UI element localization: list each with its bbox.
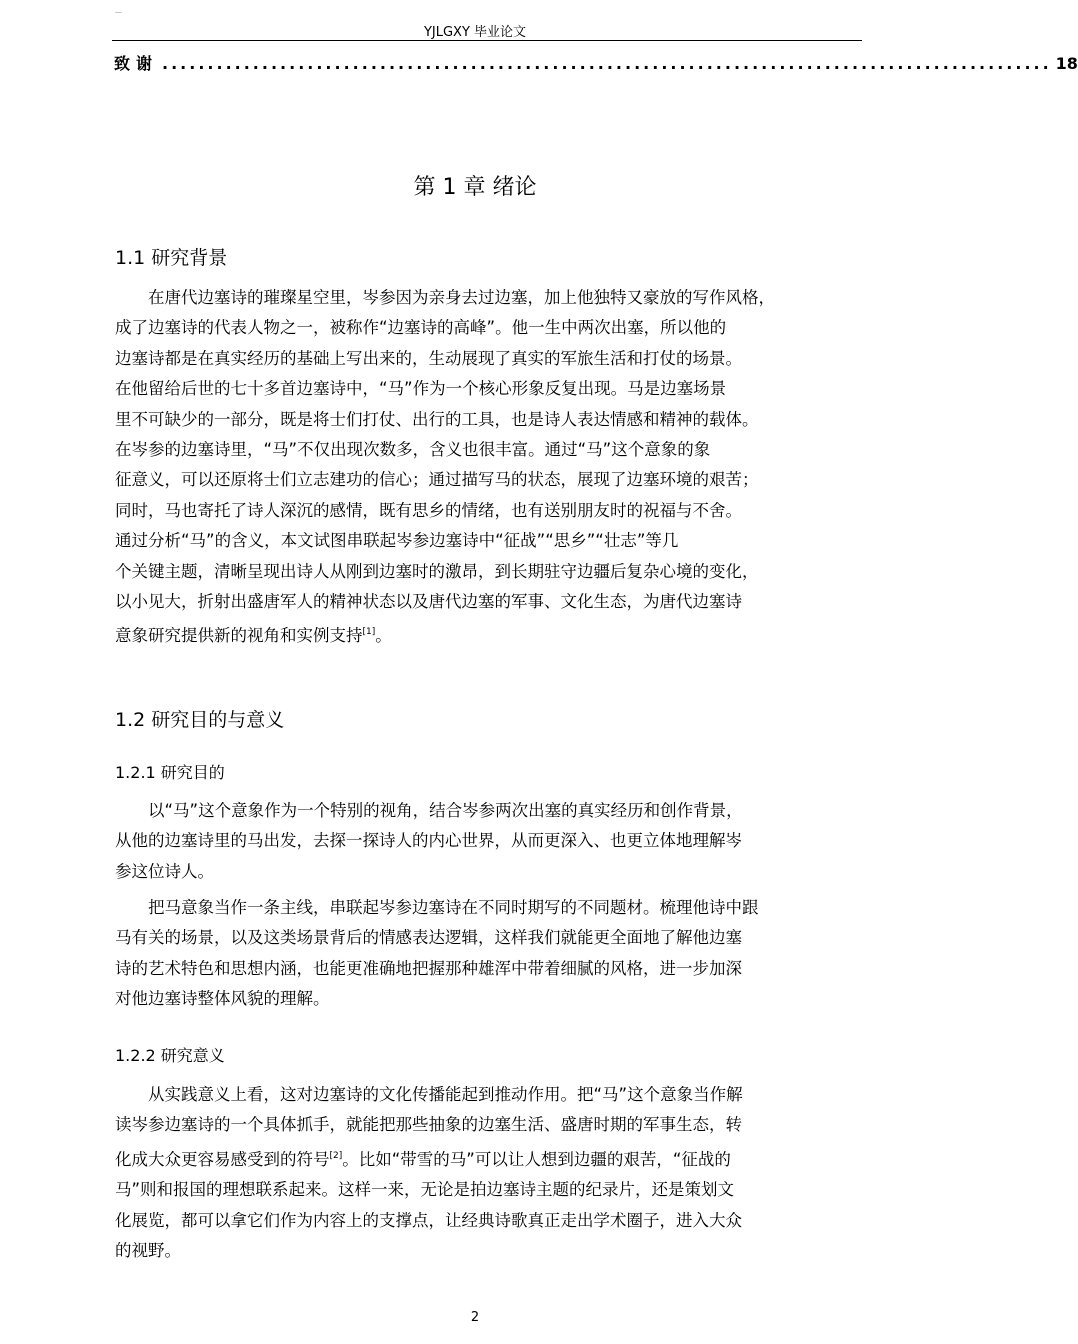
text-line: 马”则和报国的理想联系起来。这样一来，无论是拍边塞诗主题的纪录片，还是策划文 xyxy=(115,1180,735,1200)
section-heading-purpose-significance: 1.2 研究目的与意义 xyxy=(115,709,285,731)
text-line: 把马意象当作一条主线，串联起岑参边塞诗在不同时期写的不同题材。梳理他诗中跟 xyxy=(148,898,759,917)
text-line: 马有关的场景，以及这类场景背后的情感表达逻辑，这样我们就能更全面地了解他边塞 xyxy=(115,928,742,948)
toc-label: 致谢 xyxy=(114,54,159,73)
subsection-heading-significance: 1.2.2 研究意义 xyxy=(115,1046,225,1065)
paragraph-significance xyxy=(115,1080,875,1266)
header-mark: — xyxy=(115,8,122,16)
toc-page-number: 18 xyxy=(1055,54,1078,73)
citation-ref-2[interactable]: [2] xyxy=(329,1150,343,1161)
paragraph-background xyxy=(115,283,875,652)
paragraph-purpose-2 xyxy=(115,893,875,1015)
text-line xyxy=(115,617,875,651)
page-number: 2 xyxy=(470,1310,480,1325)
toc-leader: .................................................................................................. xyxy=(162,54,1052,73)
running-header: YJLGXY 毕业论文 xyxy=(423,25,527,40)
text-line: 对他边塞诗整体风貌的理解。 xyxy=(115,989,330,1009)
text-line: 读岑参边塞诗的一个具体抓手，就能把那些抽象的边塞生活、盛唐时期的军事生态，转 xyxy=(115,1115,742,1135)
text-line: 里不可缺少的一部分，既是将士们打仗、出行的工具，也是诗人表达情感和精神的载体。 xyxy=(115,409,759,429)
citation-ref-1[interactable]: [1] xyxy=(362,627,376,638)
text-segment: 。 xyxy=(375,626,392,646)
header-rule xyxy=(112,40,862,41)
text-line: 的视野。 xyxy=(115,1241,181,1261)
text-segment: 。比如“带雪的马”可以让人想到边疆的艰苦，“征战的 xyxy=(342,1149,731,1169)
chapter-title: 第 1 章 绪论 xyxy=(413,175,537,200)
text-line: 以小见大，折射出盛唐军人的精神状态以及唐代边塞的军事、文化生态，为唐代边塞诗 xyxy=(115,592,742,612)
text-line: 征意义，可以还原将士们立志建功的信心；通过描写马的状态，展现了边塞环境的艰苦； xyxy=(115,470,759,490)
subsection-heading-purpose: 1.2.1 研究目的 xyxy=(115,763,225,782)
text-line: 同时，马也寄托了诗人深沉的感情，既有思乡的情绪，也有送别朋友时的祝福与不舍。 xyxy=(115,500,742,520)
text-line: 从他的边塞诗里的马出发，去探一探诗人的内心世界，从而更深入、也更立体地理解岑 xyxy=(115,831,742,851)
text-line: 在岑参的边塞诗里，“马”不仅出现次数多，含义也很丰富。通过“马”这个意象的象 xyxy=(115,440,711,460)
text-segment: 意象研究提供新的视角和实例支持 xyxy=(115,626,363,646)
section-heading-background: 1.1 研究背景 xyxy=(115,247,228,269)
text-line: 化展览，都可以拿它们作为内容上的支撑点，让经典诗歌真正走出学术圈子，进入大众 xyxy=(115,1210,742,1230)
text-line: 成了边塞诗的代表人物之一，被称作“边塞诗的高峰”。他一生中两次出塞，所以他的 xyxy=(115,318,727,338)
text-line: 以“马”这个意象作为一个特别的视角，结合岑参两次出塞的真实经历和创作背景， xyxy=(148,801,743,820)
text-line: 通过分析“马”的含义，本文试图串联起岑参边塞诗中“征战”“思乡”“壮志”等几 xyxy=(115,531,679,551)
text-segment: 化成大众更容易感受到的符号 xyxy=(115,1149,330,1169)
text-line xyxy=(115,1141,875,1175)
text-line: 边塞诗都是在真实经历的基础上写出来的，生动展现了真实的军旅生活和打仗的场景。 xyxy=(115,348,742,368)
text-line: 在唐代边塞诗的璀璨星空里，岑参因为亲身去过边塞，加上他独特又豪放的写作风格， xyxy=(148,288,775,307)
text-line: 诗的艺术特色和思想内涵，也能更准确地把握那种雄浑中带着细腻的风格，进一步加深 xyxy=(115,958,742,978)
text-line: 在他留给后世的七十多首边塞诗中，“马”作为一个核心形象反复出现。马是边塞场景 xyxy=(115,379,727,399)
paragraph-purpose-1 xyxy=(115,796,875,887)
toc-entry-acknowledgements[interactable] xyxy=(114,51,1078,74)
text-line: 参这位诗人。 xyxy=(115,861,214,881)
text-line: 从实践意义上看，这对边塞诗的文化传播能起到推动作用。把“马”这个意象当作解 xyxy=(148,1085,743,1104)
text-line: 个关键主题，清晰呈现出诗人从刚到边塞时的激昂，到长期驻守边疆后复杂心境的变化， xyxy=(115,561,759,581)
